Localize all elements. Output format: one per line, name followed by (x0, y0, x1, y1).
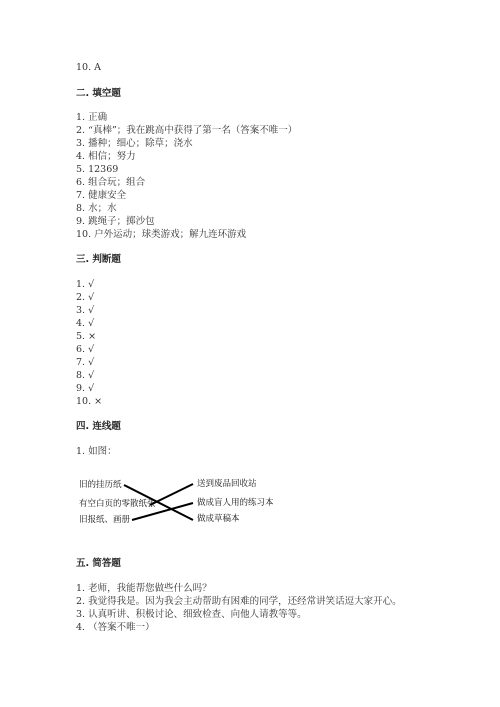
true-false-item-8: 8. √ (76, 370, 95, 381)
match-line-2 (150, 484, 193, 505)
matching-right-item-3: 做成草稿本 (197, 514, 240, 524)
matching-intro: 1. 如图： (76, 446, 117, 457)
answer-10: 10. A (76, 62, 101, 73)
fill-blank-item-8: 8. 水；水 (76, 203, 117, 214)
matching-left-item-3: 旧报纸、画册 (79, 515, 131, 525)
short-answer-item-4: 4. （答案不唯一） (76, 622, 155, 633)
fill-blank-item-1: 1. 正确 (76, 112, 108, 123)
matching-left-item-2: 有空白页的零散纸张 (79, 499, 156, 509)
fill-blank-item-6: 6. 组合玩；组合 (76, 177, 146, 188)
true-false-item-10: 10. × (76, 396, 103, 407)
section-title-true-false: 三. 判断题 (76, 254, 121, 265)
fill-blank-item-9: 9. 跳绳子；掷沙包 (76, 216, 155, 227)
section-title-short-answer: 五. 简答题 (76, 558, 121, 569)
fill-blank-item-10: 10. 户外运动；球类游戏；解九连环游戏 (76, 229, 247, 240)
true-false-item-7: 7. √ (76, 357, 95, 368)
fill-blank-item-3: 3. 播种；细心；除草；浇水 (76, 138, 193, 149)
matching-right-item-2: 做成盲人用的练习本 (197, 498, 274, 508)
fill-blank-item-7: 7. 健康安全 (76, 190, 127, 201)
fill-blank-item-2: 2. “真棒”；我在跳高中获得了第一名（答案不唯一） (76, 125, 298, 136)
section-title-matching: 四. 连线题 (76, 421, 121, 432)
true-false-item-1: 1. √ (76, 279, 95, 290)
true-false-item-2: 2. √ (76, 292, 95, 303)
true-false-item-6: 6. √ (76, 344, 95, 355)
matching-left-item-1: 旧的挂历纸 (79, 480, 122, 490)
fill-blank-item-4: 4. 相信；努力 (76, 151, 136, 162)
fill-blank-item-5: 5. 12369 (76, 164, 119, 175)
section-title-fill-blank: 二. 填空题 (76, 88, 121, 99)
matching-right-item-1: 送到废品回收站 (197, 479, 257, 489)
true-false-item-5: 5. × (76, 331, 97, 342)
short-answer-item-2: 2. 我觉得我是。因为我会主动帮助有困难的同学，还经常讲笑话逗大家开心。 (76, 596, 402, 607)
short-answer-item-3: 3. 认真听讲、积极讨论、细致检查、向他人请教等等。 (76, 609, 307, 620)
true-false-item-3: 3. √ (76, 305, 95, 316)
true-false-item-9: 9. √ (76, 383, 95, 394)
true-false-item-4: 4. √ (76, 318, 95, 329)
short-answer-item-1: 1. 老师，我能帮您做些什么吗？ (76, 583, 212, 594)
